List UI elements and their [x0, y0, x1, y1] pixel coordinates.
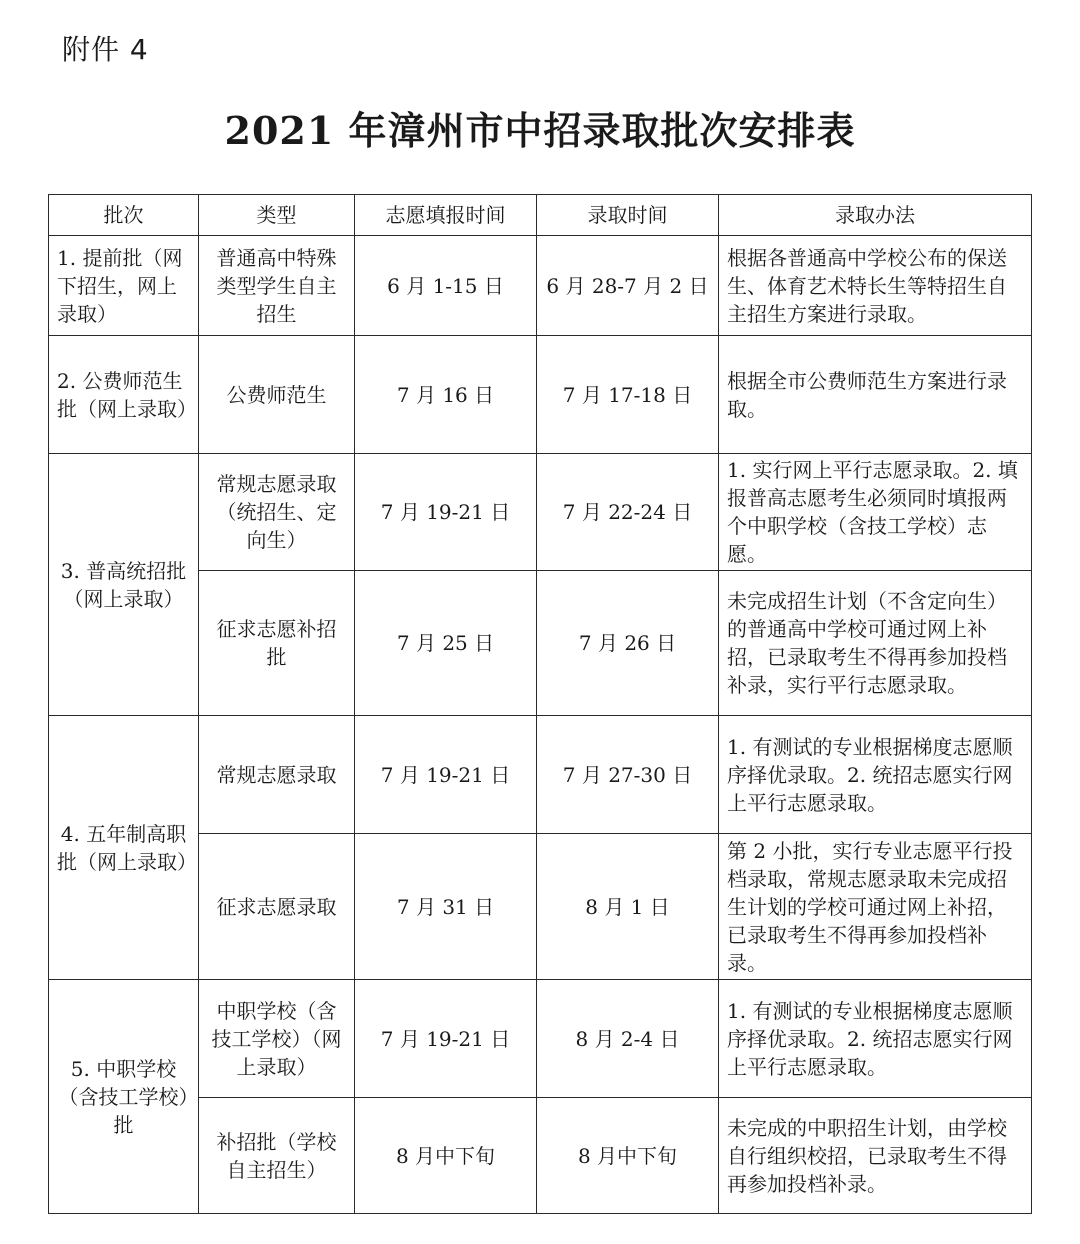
method-cell: 1. 实行网上平行志愿录取。2. 填报普高志愿考生必须同时填报两个中职学校（含技工学校）志愿。	[719, 454, 1032, 571]
apply-time-cell: 7 月 19-21 日	[355, 980, 537, 1098]
table-header-row	[49, 195, 1032, 236]
apply-time-cell: 7 月 25 日	[355, 571, 537, 716]
apply-time-cell: 7 月 19-21 日	[355, 716, 537, 834]
admit-time-cell: 6 月 28-7 月 2 日	[537, 236, 719, 336]
admit-time-cell: 7 月 22-24 日	[537, 454, 719, 571]
method-cell: 根据各普通高中学校公布的保送生、体育艺术特长生等特招生自主招生方案进行录取。	[719, 236, 1032, 336]
method-cell: 未完成的中职招生计划，由学校自行组织校招，已录取考生不得再参加投档补录。	[719, 1098, 1032, 1214]
admit-time-cell: 7 月 27-30 日	[537, 716, 719, 834]
type-cell: 征求志愿补招批	[199, 571, 355, 716]
header-admit-time: 录取时间	[537, 195, 719, 236]
header-type: 类型	[199, 195, 355, 236]
admit-time-cell: 8 月 1 日	[537, 834, 719, 980]
batch-cell: 4. 五年制高职批（网上录取）	[49, 716, 199, 980]
type-cell: 普通高中特殊类型学生自主招生	[199, 236, 355, 336]
admit-time-cell: 7 月 26 日	[537, 571, 719, 716]
type-cell: 常规志愿录取（统招生、定向生）	[199, 454, 355, 571]
table-row	[49, 336, 1032, 454]
header-apply-time: 志愿填报时间	[355, 195, 537, 236]
type-cell: 补招批（学校自主招生）	[199, 1098, 355, 1214]
apply-time-cell: 6 月 1-15 日	[355, 236, 537, 336]
attachment-label: 附件 4	[62, 33, 149, 66]
batch-cell: 5. 中职学校（含技工学校）批	[49, 980, 199, 1214]
table-row	[49, 716, 1032, 834]
type-cell: 中职学校（含技工学校）（网上录取）	[199, 980, 355, 1098]
admission-schedule-table	[48, 194, 1032, 1214]
apply-time-cell: 7 月 16 日	[355, 336, 537, 454]
method-cell: 1. 有测试的专业根据梯度志愿顺序择优录取。2. 统招志愿实行网上平行志愿录取。	[719, 716, 1032, 834]
apply-time-cell: 7 月 19-21 日	[355, 454, 537, 571]
table-row	[49, 236, 1032, 336]
table-row	[49, 454, 1032, 571]
admit-time-cell: 8 月中下旬	[537, 1098, 719, 1214]
document-title: 2021 年漳州市中招录取批次安排表	[224, 108, 856, 153]
method-cell: 第 2 小批，实行专业志愿平行投档录取，常规志愿录取未完成招生计划的学校可通过网上补招，已录取考生不得再参加投档补录。	[719, 834, 1032, 980]
admit-time-cell: 8 月 2-4 日	[537, 980, 719, 1098]
batch-cell: 1. 提前批（网下招生，网上录取）	[49, 236, 199, 336]
admit-time-cell: 7 月 17-18 日	[537, 336, 719, 454]
type-cell: 征求志愿录取	[199, 834, 355, 980]
batch-cell: 3. 普高统招批（网上录取）	[49, 454, 199, 716]
method-cell: 未完成招生计划（不含定向生）的普通高中学校可通过网上补招，已录取考生不得再参加投档补录，实行平行志愿录取。	[719, 571, 1032, 716]
method-cell: 1. 有测试的专业根据梯度志愿顺序择优录取。2. 统招志愿实行网上平行志愿录取。	[719, 980, 1032, 1098]
method-cell: 根据全市公费师范生方案进行录取。	[719, 336, 1032, 454]
type-cell: 公费师范生	[199, 336, 355, 454]
apply-time-cell: 8 月中下旬	[355, 1098, 537, 1214]
type-cell: 常规志愿录取	[199, 716, 355, 834]
batch-cell: 2. 公费师范生批（网上录取）	[49, 336, 199, 454]
header-batch: 批次	[49, 195, 199, 236]
table-row	[49, 980, 1032, 1098]
header-method: 录取办法	[719, 195, 1032, 236]
apply-time-cell: 7 月 31 日	[355, 834, 537, 980]
